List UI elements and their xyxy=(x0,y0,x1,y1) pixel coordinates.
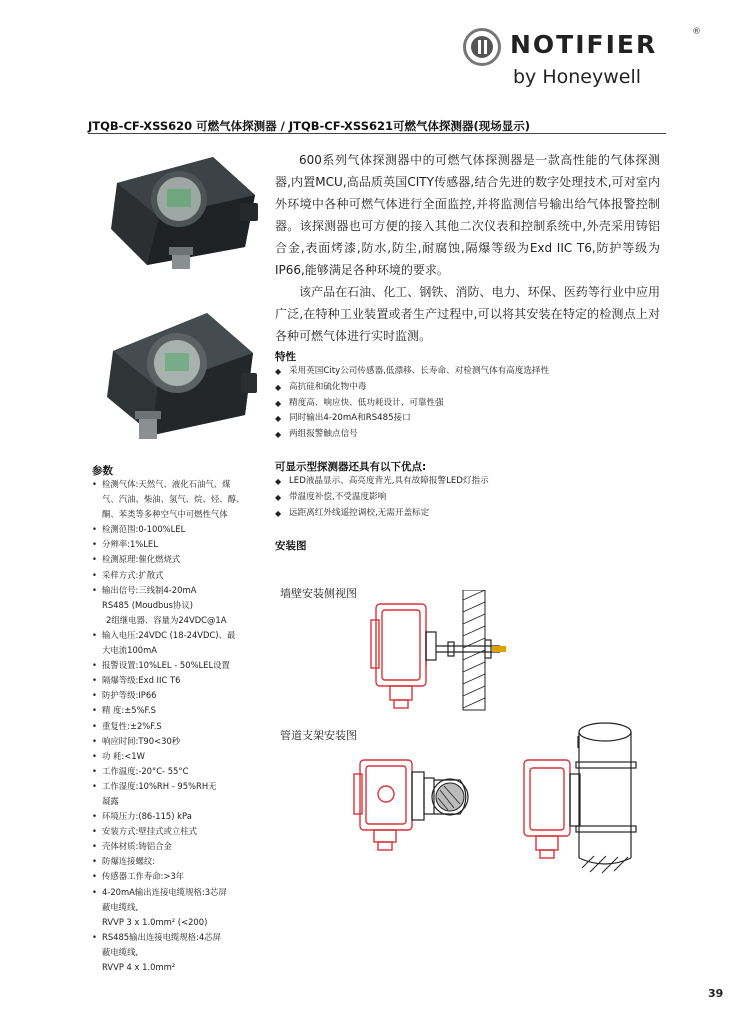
params-heading: 参数 xyxy=(92,465,113,477)
param-line: • 4-20mA输出连接电缆规格:3芯屏 xyxy=(92,885,267,900)
param-line: • 响应时间:T90<30秒 xyxy=(92,734,267,749)
param-line: 蔽电缆线, xyxy=(102,946,139,957)
param-line: • 工作湿度:10%RH - 95%RH无 xyxy=(92,779,267,794)
param-line: • 输入电压:24VDC (18-24VDC)、最 xyxy=(92,628,267,643)
intro-text xyxy=(275,149,660,347)
list-item: ◆ 采用英国City公司传感器,低漂移、长寿命、对检测气体有高度选择性 xyxy=(275,364,665,380)
list-item: ◆ 同时输出4-20mA和RS485接口 xyxy=(275,411,665,427)
param-line: • 检测气体:天然气、液化石油气、煤 xyxy=(92,477,267,492)
param-line: • 报警设置:10%LEL - 50%LEL设置 xyxy=(92,658,267,673)
title-rule xyxy=(88,133,666,134)
param-line: • 壳体材质:铸铝合金 xyxy=(92,839,267,854)
param-line: • 工作温度:-20°C- 55°C xyxy=(92,764,267,779)
notifier-logo-icon xyxy=(463,28,501,66)
wall-install-drawing xyxy=(368,590,518,715)
wall-install-caption: 墙壁安装侧视图 xyxy=(280,587,357,600)
param-line: • 分辨率:1%LEL xyxy=(92,537,267,552)
param-line: 蔽电缆线, xyxy=(102,901,139,912)
param-line: • 隔爆等级:Exd IIC T6 xyxy=(92,673,267,688)
param-line: 2组继电器、容量为24VDC@1A xyxy=(106,614,227,625)
brand-byline: by Honeywell xyxy=(513,66,642,88)
param-line: • 安装方式:壁挂式或立柱式 xyxy=(92,824,267,839)
param-line: • 防爆连接螺纹: xyxy=(92,854,267,869)
features-list xyxy=(275,364,665,443)
list-item: ◆ 两组报警触点信号 xyxy=(275,427,665,443)
pipe-install-side-drawing xyxy=(520,718,660,883)
brand-name: NOTIFIER xyxy=(510,30,658,59)
param-line: 凝露 xyxy=(102,795,119,806)
param-line: RVVP 4 x 1.0mm² xyxy=(102,962,176,972)
param-line: • RS485输出连接电缆规格:4芯屏 xyxy=(92,930,267,945)
list-item: ◆ 高抗硅和硫化物中毒 xyxy=(275,380,665,396)
product-photo-xss620 xyxy=(95,143,265,273)
param-line: • 检测原理:催化燃烧式 xyxy=(92,552,267,567)
features-heading: 特性 xyxy=(275,351,296,363)
list-item: ◆ 远距离红外线遥控调校,无需开盖标定 xyxy=(275,506,665,522)
param-line: • 输出信号:三线制4-20mA xyxy=(92,583,267,598)
param-line: 气、汽油、柴油、氢气、烷、烃、醇、 xyxy=(102,494,245,505)
param-line: • 传感器工作寿命:>3年 xyxy=(92,869,267,884)
pipe-install-caption: 管道支架安装图 xyxy=(280,729,357,742)
param-line: • 防护等级:IP66 xyxy=(92,688,267,703)
list-item: ◆ 带温度补偿,不受温度影响 xyxy=(275,490,665,506)
list-item: ◆ LED液晶显示、高亮度背光,具有故障报警LED灯指示 xyxy=(275,474,665,490)
param-line: • 功 耗:<1W xyxy=(92,749,267,764)
page-number: 39 xyxy=(708,987,724,1000)
intro-paragraph-1: 600系列气体探测器中的可燃气体探测器是一款高性能的气体探测器,内置MCU,高品质英国CITY传感器,结合先进的数字处理技术,可对室内外环境中各种可燃气体进行全面监控,并将监测信号输出给气体报警控制器。该探测器也可方便的接入其他二次仪表和控制系统中,外壳采用铸铝合金,表面烤漆,防水,防尘,耐腐蚀,隔爆等级为Exd IIC T6,防护等级为IP66,能够满足各种环境的要求。 xyxy=(275,153,660,277)
list-item: ◆ 精度高、响应快、低功耗设计、可靠性强 xyxy=(275,396,665,412)
display-features-list xyxy=(275,474,665,521)
param-line: • 环境压力:(86-115) kPa xyxy=(92,809,267,824)
param-line: • 检测范围:0-100%LEL xyxy=(92,522,267,537)
param-line: RS485 (Moudbus协议) xyxy=(102,599,194,610)
intro-paragraph-2: 该产品在石油、化工、钢铁、消防、电力、环保、医药等行业中应用广泛,在特种工业装置或者生产过程中,可以将其安装在特定的检测点上对各种可燃气体进行实时监测。 xyxy=(275,285,660,343)
install-heading: 安装图 xyxy=(275,540,307,552)
param-line: • 采样方式:扩散式 xyxy=(92,568,267,583)
param-line: 酮、苯类等多种空气中可燃性气体 xyxy=(102,509,228,520)
display-features-heading: 可显示型探测器还具有以下优点: xyxy=(275,461,427,473)
params-list xyxy=(92,477,267,975)
param-line: RVVP 3 x 1.0mm² (<200) xyxy=(102,916,208,927)
registered-mark: ® xyxy=(692,27,701,37)
param-line: • 重复性:±2%F.S xyxy=(92,719,267,734)
page-title: JTQB-CF-XSS620 可燃气体探测器 / JTQB-CF-XSS621可燃气体探测器(现场显示) xyxy=(88,119,530,133)
product-photo-xss621 xyxy=(95,305,265,445)
pipe-install-front-drawing xyxy=(350,752,495,857)
param-line: • 精 度:±5%F.S xyxy=(92,703,267,718)
param-line: 大电流100mA xyxy=(102,645,157,656)
